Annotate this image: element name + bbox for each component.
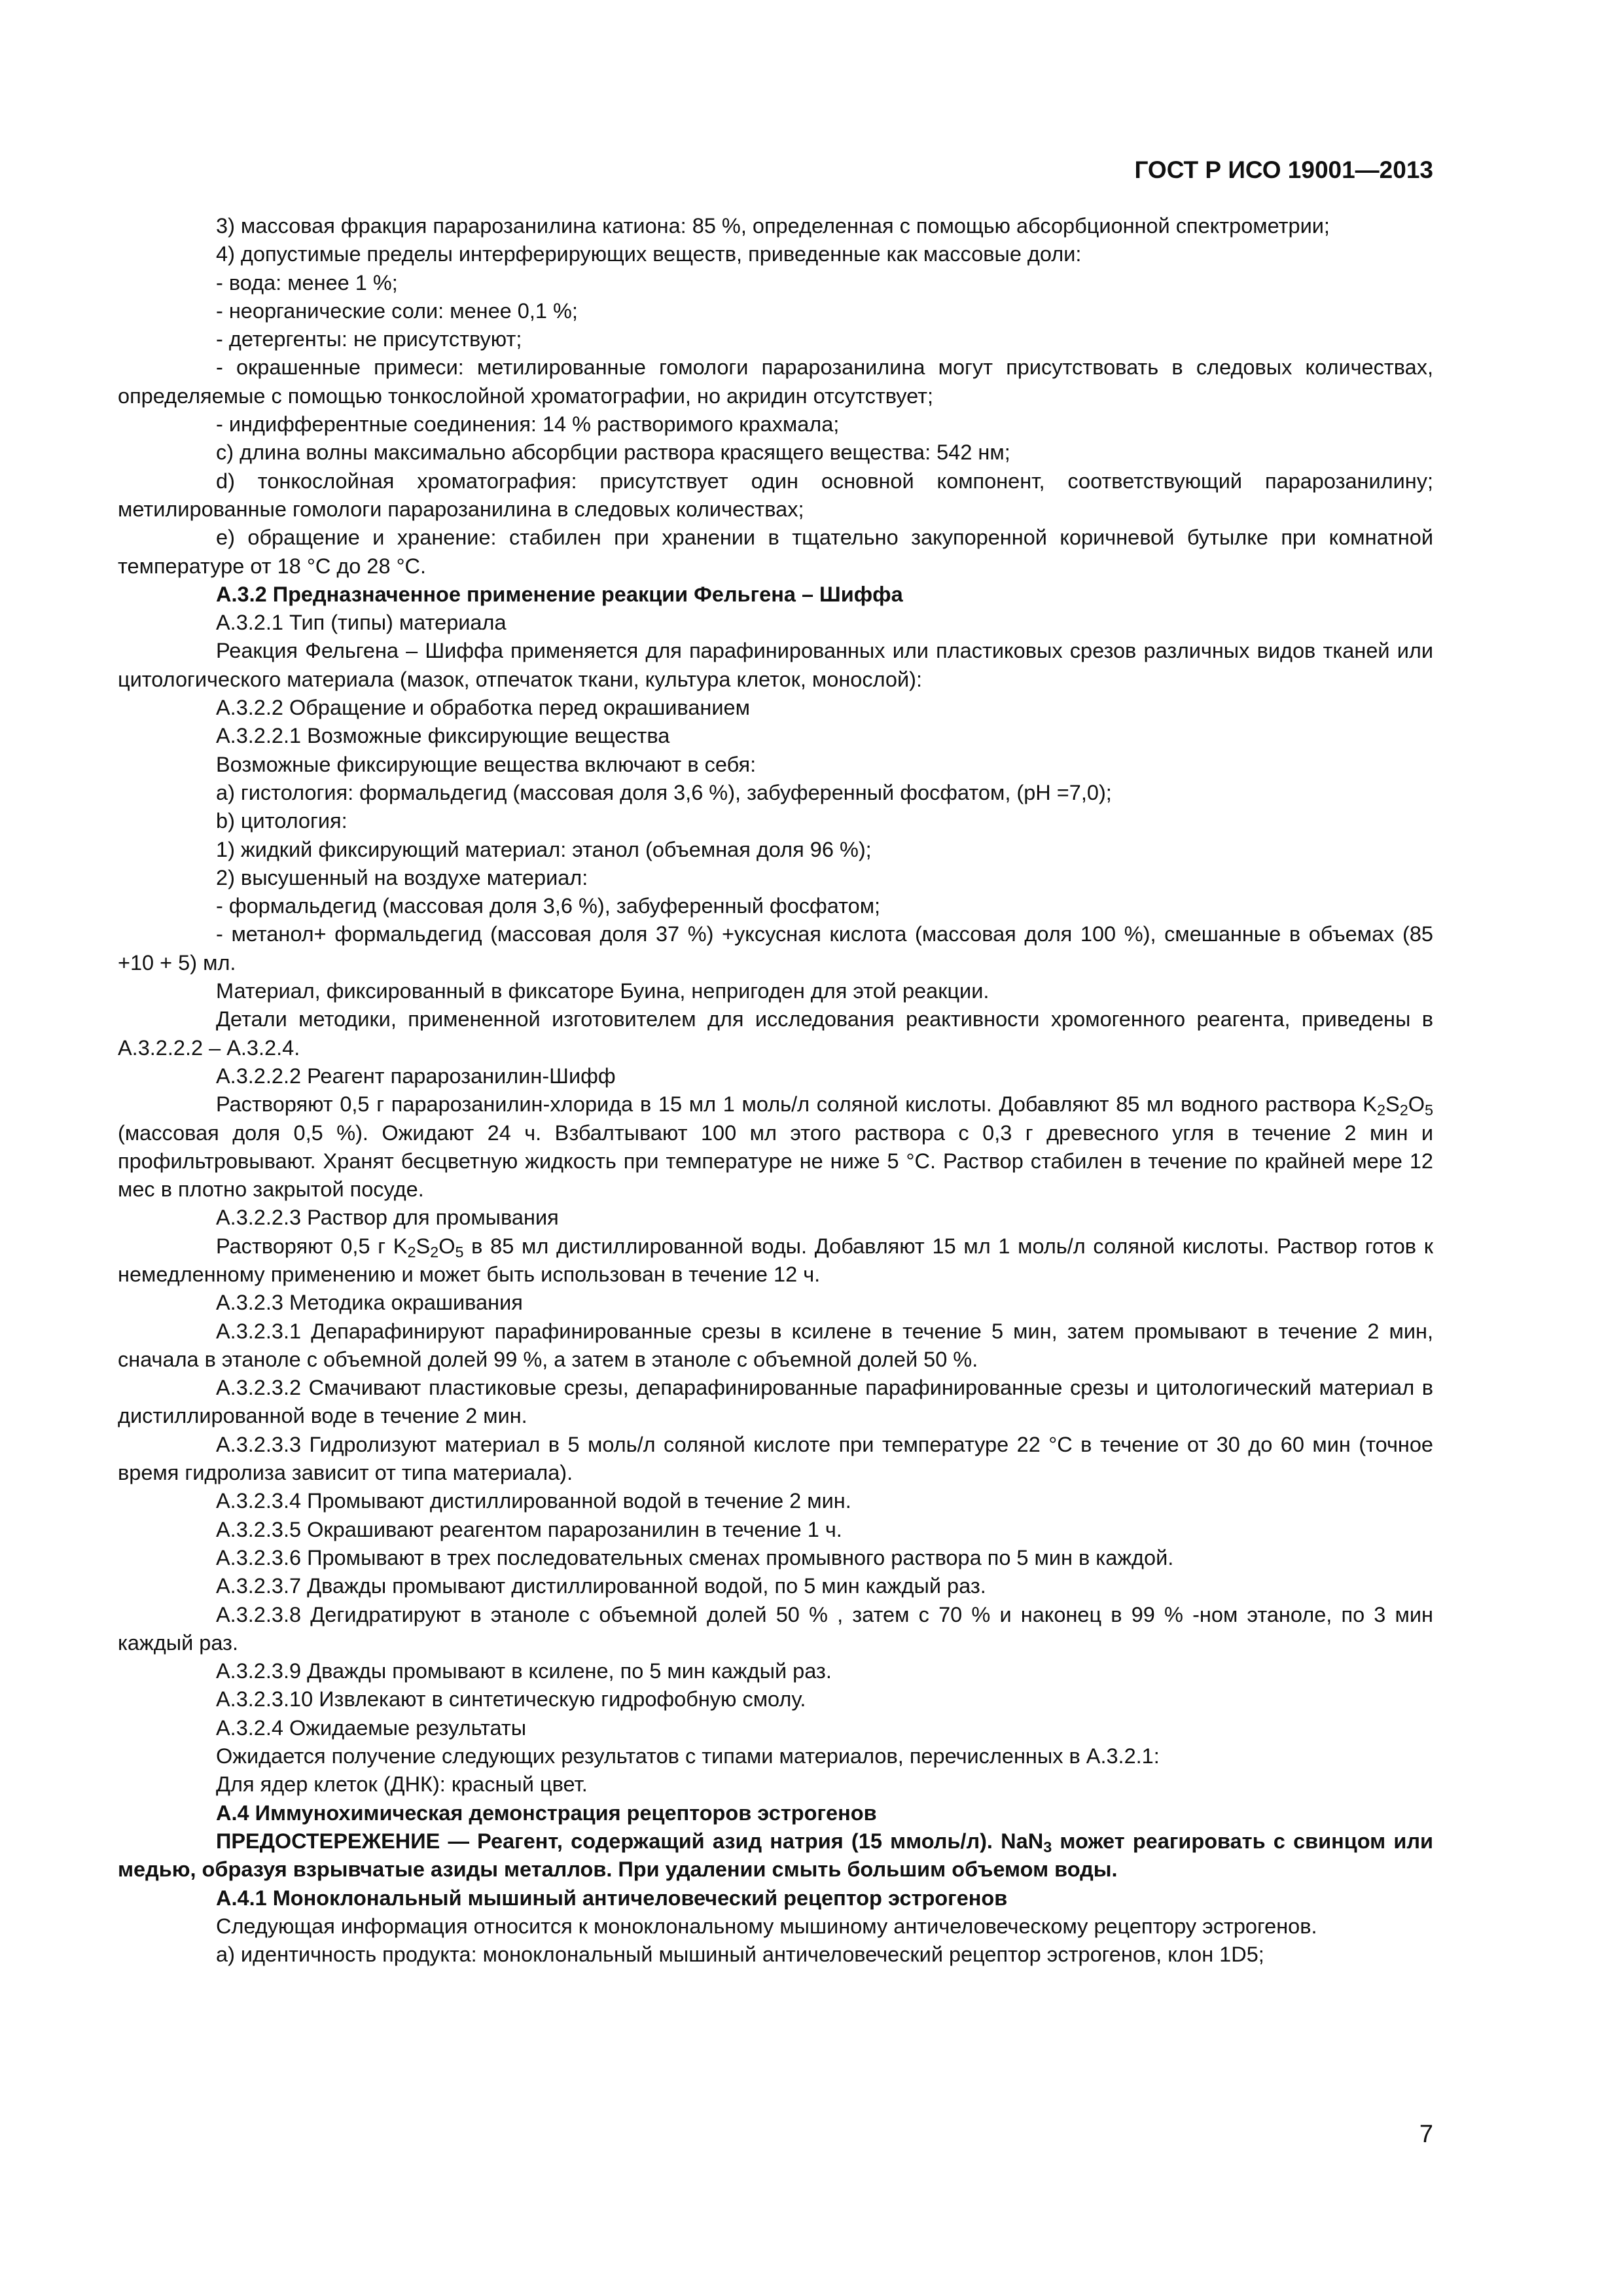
paragraph: 3) массовая фракция парарозанилина катиона: 85 %, определенная с помощью абсорбционной спектрометрии;	[216, 214, 1330, 238]
formula-subscript: 5	[455, 1243, 464, 1261]
paragraph: А.3.2.3.2 Смачивают пластиковые срезы, депарафинированные парафинированные срезы и цитологический материал в дистиллированной воде в течение 2 мин.	[118, 1376, 1433, 1428]
paragraph: 4) допустимые пределы интерферирующих веществ, приведенные как массовые доли:	[216, 242, 1082, 266]
paragraph: А.3.2.3.7 Дважды промывают дистиллированной водой, по 5 мин каждый раз.	[216, 1574, 986, 1598]
paragraph: А.3.2.1 Тип (типы) материала	[216, 611, 507, 635]
paragraph: Детали методики, примененной изготовителем для исследования реактивности хромогенного реагента, приведены в А.3.2.2.2 – А.3.2.4.	[118, 1007, 1433, 1060]
paragraph: А.3.2.3.4 Промывают дистиллированной водой в течение 2 мин.	[216, 1489, 851, 1513]
paragraph: - метанол+ формальдегид (массовая доля 37 %) +уксусная кислота (массовая доля 100 %), смешанные в объемах (85 +10 + 5) мл.	[118, 922, 1433, 975]
paragraph-fragment: в 85 мл дистиллированной воды. Добавляют 15 мл 1 моль/л соляной кислоты. Раствор готов к немедленному применению и может быть использован в течение 12 ч.	[118, 1234, 1433, 1286]
paragraph	[118, 1090, 1433, 1204]
paragraph: - вода: менее 1 %;	[216, 270, 398, 295]
formula-subscript: 2	[1376, 1102, 1385, 1119]
paragraph: 2) высушенный на воздухе материал:	[216, 865, 588, 889]
paragraph: 1) жидкий фиксирующий материал: этанол (объемная доля 96 %);	[216, 837, 872, 861]
paragraph: А.3.2.3.10 Извлекают в синтетическую гидрофобную смолу.	[216, 1687, 806, 1712]
paragraph: А.3.2.3 Методика окрашивания	[216, 1291, 523, 1315]
paragraph-fragment: S	[1385, 1092, 1400, 1117]
paragraph: - неорганические соли: менее 0,1 %;	[216, 298, 578, 323]
paragraph: А.3.2.4 Ожидаемые результаты	[216, 1715, 527, 1740]
paragraph: А.3.2.3.5 Окрашивают реагентом парарозанилин в течение 1 ч.	[216, 1517, 842, 1541]
section-heading: А.4 Иммунохимическая демонстрация рецепторов эстрогенов	[216, 1801, 877, 1825]
formula-subscript: 5	[1424, 1102, 1433, 1119]
paragraph: а) гистология: формальдегид (массовая доля 3,6 %), забуференный фосфатом, (pH =7,0);	[216, 780, 1112, 804]
section-heading: А.3.2 Предназначенное применение реакции Фельгена – Шиффа	[216, 582, 903, 606]
paragraph-fragment: S	[416, 1234, 431, 1258]
paragraph: Ожидается получение следующих результатов с типами материалов, перечисленных в А.3.2.1:	[216, 1744, 1160, 1768]
document-body	[118, 212, 1433, 1969]
paragraph: А.3.2.2.3 Раствор для промывания	[216, 1206, 559, 1230]
paragraph-fragment: ПРЕДОСТЕРЕЖЕНИЕ — Реагент, содержащий азид натрия (15 ммоль/л). NaN	[216, 1829, 1044, 1853]
paragraph-fragment: (массовая доля 0,5 %). Ожидают 24 ч. Взбалтывают 100 мл этого раствора с 0,3 г древесного угля в течение 2 мин и профильтровывают. Хранят бесцветную жидкость при температуре не ниже 5 °С. Раствор стабилен в течение по крайней мере 12 мес в плотно закрытой посуде.	[118, 1121, 1433, 1202]
paragraph-fragment: может реагировать с свинцом или медью, образуя взрывчатые азиды металлов. При удалении смыть большим объемом воды.	[118, 1829, 1433, 1882]
paragraph: e) обращение и хранение: стабилен при хранении в тщательно закупоренной коричневой бутылке при комнатной температуре от 18 °С до 28 °С.	[118, 526, 1433, 578]
paragraph	[118, 1232, 1433, 1289]
paragraph: - индифферентные соединения: 14 % растворимого крахмала;	[216, 412, 840, 437]
page-number: 7	[1419, 2121, 1433, 2148]
paragraph: Реакция Фельгена – Шиффа применяется для парафинированных или пластиковых срезов различных видов тканей или цитологического материала (мазок, отпечаток ткани, культура клеток, монослой):	[118, 639, 1433, 691]
paragraph: А.3.2.3.8 Дегидратируют в этаноле с объемной долей 50 % , затем с 70 % и наконец в 99 % -ном этаноле, по 3 мин каждый раз.	[118, 1602, 1433, 1655]
paragraph: - детергенты: не присутствуют;	[216, 327, 522, 351]
paragraph: Следующая информация относится к моноклональному мышиному античеловеческому рецептору эстрогенов.	[216, 1914, 1317, 1938]
formula-subscript: 2	[407, 1243, 416, 1261]
paragraph-fragment: O	[1408, 1092, 1425, 1117]
paragraph: А.3.2.3.1 Депарафинируют парафинированные срезы в ксилене в течение 5 мин, затем промывают в течение 2 мин, сначала в этаноле с объемной долей 99 %, а затем в этаноле с объемной долей 50 %.	[118, 1319, 1433, 1371]
section-heading	[118, 1827, 1433, 1884]
paragraph: Для ядер клеток (ДНК): красный цвет.	[216, 1772, 588, 1797]
formula-subscript: 2	[1399, 1102, 1408, 1119]
paragraph: А.3.2.2.2 Реагент парарозанилин-Шифф	[216, 1064, 616, 1088]
paragraph: А.3.2.3.6 Промывают в трех последовательных сменах промывного раствора по 5 мин в каждой.	[216, 1545, 1174, 1570]
paragraph: b) цитология:	[216, 809, 348, 833]
paragraph: А.3.2.2.1 Возможные фиксирующие вещества	[216, 724, 670, 748]
paragraph: Возможные фиксирующие вещества включают в себя:	[216, 752, 757, 776]
section-heading: А.4.1 Моноклональный мышиный античеловеческий рецептор эстрогенов	[216, 1886, 1008, 1910]
paragraph: а) идентичность продукта: моноклональный мышиный античеловеческий рецептор эстрогенов, клон 1D5;	[216, 1943, 1264, 1967]
paragraph-fragment: Растворяют 0,5 г K	[216, 1234, 408, 1258]
document-header: ГОСТ Р ИСО 19001—2013	[1134, 156, 1433, 183]
paragraph: c) длина волны максимально абсорбции раствора красящего вещества: 542 нм;	[216, 440, 1010, 465]
paragraph-fragment: O	[438, 1234, 455, 1258]
paragraph: d) тонкослойная хроматография: присутствует один основной компонент, соответствующий парарозанилину; метилированные гомологи парарозанилина в следовых количествах;	[118, 469, 1433, 521]
paragraph: А.3.2.3.9 Дважды промывают в ксилене, по 5 мин каждый раз.	[216, 1659, 832, 1683]
formula-subscript: 3	[1043, 1838, 1052, 1856]
paragraph: - окрашенные примеси: метилированные гомологи парарозанилина могут присутствовать в следовых количествах, определяемые с помощью тонкослойной хроматографии, но акридин отсутствует;	[118, 355, 1433, 408]
paragraph: А.3.2.3.3 Гидролизуют материал в 5 моль/л соляной кислоте при температуре 22 °С в течение от 30 до 60 мин (точное время гидролиза зависит от типа материала).	[118, 1432, 1433, 1485]
paragraph-fragment: Растворяют 0,5 г парарозанилин-хлорида в 15 мл 1 моль/л соляной кислоты. Добавляют 85 мл водного раствора K	[216, 1092, 1377, 1117]
paragraph: - формальдегид (массовая доля 3,6 %), забуференный фосфатом;	[216, 894, 881, 918]
paragraph: Материал, фиксированный в фиксаторе Буина, непригоден для этой реакции.	[216, 979, 990, 1003]
formula-subscript: 2	[430, 1243, 439, 1261]
paragraph: А.3.2.2 Обращение и обработка перед окрашиванием	[216, 696, 750, 720]
